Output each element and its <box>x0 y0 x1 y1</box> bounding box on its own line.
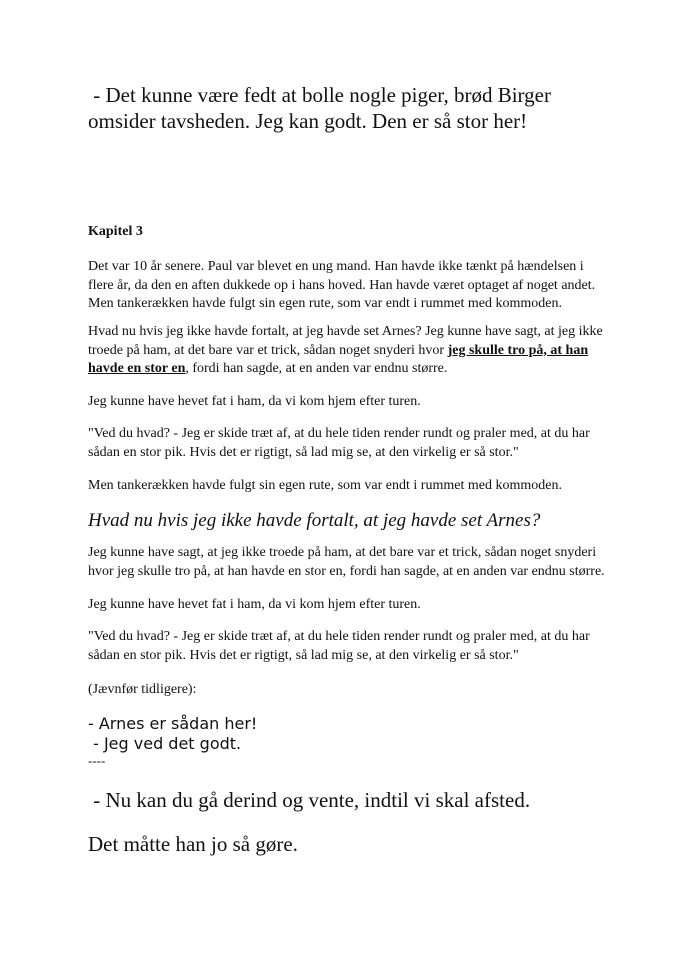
chapter-heading: Kapitel 3 <box>88 224 143 239</box>
paragraph-4: "Ved du hvad? - Jeg er skide træt af, at du hele tiden render rundt og praler med, at du har sådan en stor pik. Hvis det er rigtigt, så lad mig se, at den virkelig er så stor." <box>88 426 590 460</box>
dialogue-line-2: - Jeg ved det godt. <box>88 734 242 753</box>
italic-heading: Hvad nu hvis jeg ikke havde fortalt, at jeg havde set Arnes? <box>88 510 541 531</box>
paragraph-9: (Jævnfør tidligere): <box>88 682 197 697</box>
paragraph-2-emphasis: jeg skulle tro på, at han havde en stor en <box>88 342 589 376</box>
paragraph-2-text-a: Hvad nu hvis jeg ikke havde fortalt, at jeg havde set Arnes? Jeg kunne have sagt, at jeg ikke troede på ham, at det bare var et trick, sådan noget snyderi hvor <box>88 324 603 358</box>
paragraph-1: Det var 10 år senere. Paul var blevet en ung mand. Han havde ikke tænkt på hændelsen i flere år, da den en aften dukkede op i hans hoved. Han havde været optaget af noget andet. Men tankerækken havde fulgt sin egen rute, som var endt i rummet med kommoden. <box>88 259 596 311</box>
separator: ---- <box>88 753 106 768</box>
paragraph-6: Jeg kunne have sagt, at jeg ikke troede på ham, at det bare var et trick, sådan noget snyderi hvor jeg skulle tro på, at han havde en stor en, fordi han sagde, at en anden var endnu større. <box>88 545 605 579</box>
paragraph-2 <box>88 323 608 379</box>
closing-quote: - Nu kan du gå derind og vente, indtil vi skal afsted. <box>88 788 531 812</box>
dialogue-block <box>88 714 608 754</box>
paragraph-5: Men tankerækken havde fulgt sin egen rute, som var endt i rummet med kommoden. <box>88 478 562 493</box>
opening-quote-line-2: omsider tavsheden. Jeg kan godt. Den er så stor her! <box>88 109 528 133</box>
paragraph-8: "Ved du hvad? - Jeg er skide træt af, at du hele tiden render rundt og praler med, at du har sådan en stor pik. Hvis det er rigtigt, så lad mig se, at den virkelig er så stor." <box>88 629 590 663</box>
closing-line: Det måtte han jo så gøre. <box>88 832 298 856</box>
paragraph-2-text-b: , fordi han sagde, at en anden var endnu større. <box>185 361 448 376</box>
dialogue-line-1: - Arnes er sådan her! <box>88 714 258 733</box>
opening-quote-line-1: - Det kunne være fedt at bolle nogle piger, brød Birger <box>88 83 551 107</box>
opening-quote <box>88 82 608 134</box>
paragraph-7: Jeg kunne have hevet fat i ham, da vi kom hjem efter turen. <box>88 597 421 612</box>
paragraph-3: Jeg kunne have hevet fat i ham, da vi kom hjem efter turen. <box>88 394 421 409</box>
